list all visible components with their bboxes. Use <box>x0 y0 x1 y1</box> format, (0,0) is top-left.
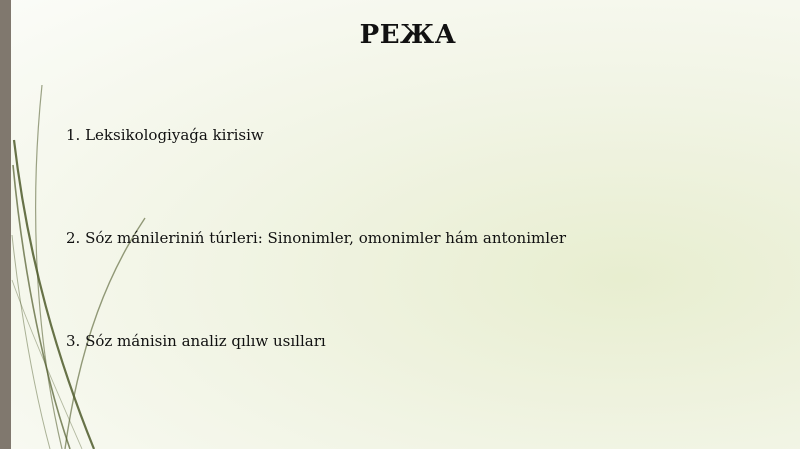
agenda-item-3: 3. Sóz mánisin analiz qılıw usılları <box>66 332 326 350</box>
decorative-curves <box>0 0 160 449</box>
agenda-item-2: 2. Sóz mánileriniń túrleri: Sinonimler, omonimler hám antonimler <box>66 229 567 247</box>
slide-title: РЕЖА <box>359 20 457 50</box>
agenda-item-1: 1. Leksikologiyaǵa kirisiw <box>66 126 264 144</box>
